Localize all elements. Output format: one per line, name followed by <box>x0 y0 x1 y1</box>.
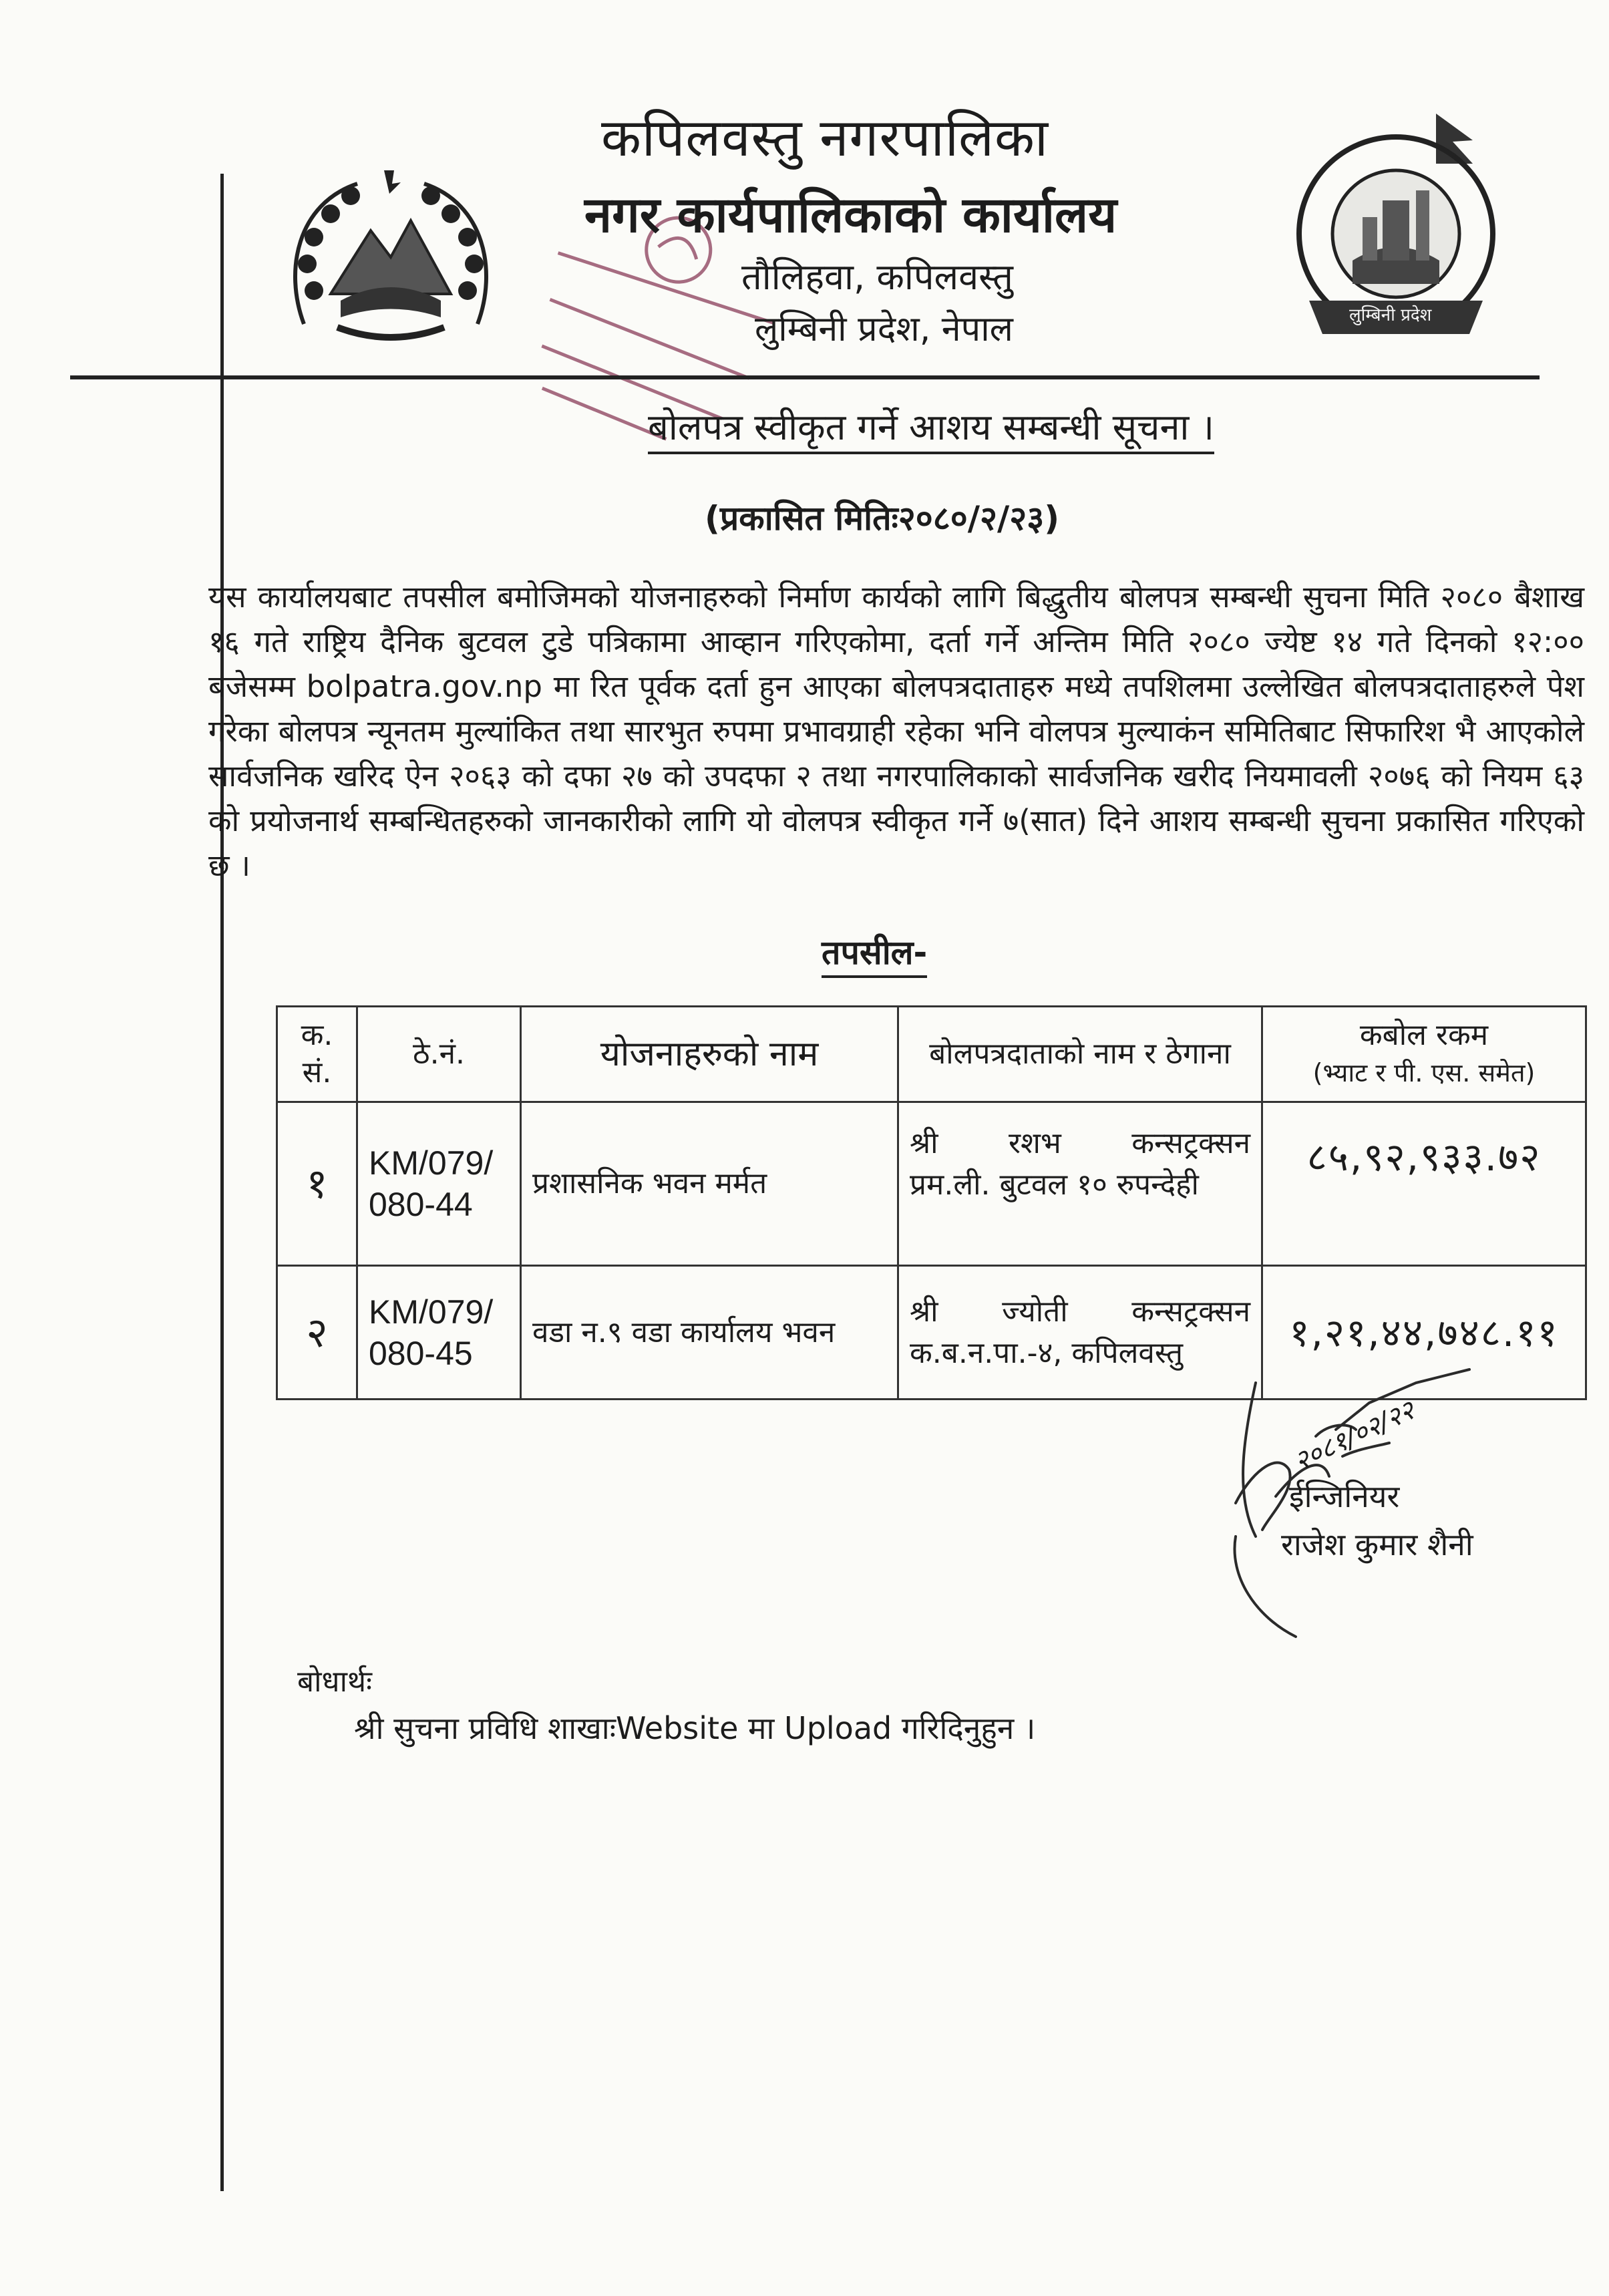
col-header-project-name: योजनाहरुको नाम <box>521 1007 898 1102</box>
col-header-amount <box>1262 1007 1586 1102</box>
notice-body: यस कार्यालयबाट तपसील बमोजिमको योजनाहरुको निर्माण कार्यको लागि बिद्धुतीय बोलपत्र सम्बन्धी सुचना मिति २०८० बैशाख १६ गते राष्ट्रिय दैनिक बुटवल टुडे पत्रिकामा आव्हान गरिएकोमा, दर्ता गर्ने अन्तिम मिति २०८० ज्येष्ट १४ गते दिनको १२:०० बजेसम्म bolpatra.gov.np मा रित पूर्वक दर्ता हुन आएका बोलपत्रदाताहरु मध्ये तपशिलमा उल्लेखित बोलपत्रदाताहरुले पेश गरेका बोलपत्र न्यूनतम मुल्यांकित तथा सारभुत रुपमा प्रभावग्राही रहेका भनि वोलपत्र मुल्याकंन समितिबाट सिफारिश भै आएकोले सार्वजनिक खरिद ऐन २०६३ को दफा २७ को उपदफा २ तथा नगरपालिकाको सार्वजनिक खरीद नियमावली २०७६ को नियम ६३ को प्रयोजनार्थ सम्बन्धितहरुको जानकारीको लागि यो वोलपत्र स्वीकृत गर्ने ७(सात) दिने आशय सम्बन्धी सुचना प्रकासित गरिएको छ । <box>208 579 1584 883</box>
municipality-name: कपिलवस्तु नगरपालिका <box>601 108 1049 168</box>
office-address-city: तौलिहवा, कपिलवस्तु <box>741 256 1013 298</box>
cell-project-name: वडा न.९ वडा कार्यालय भवन <box>521 1266 898 1400</box>
cell-contract-no: KM/079/ 080-44 <box>357 1102 521 1266</box>
col-header-sn: क. सं. <box>277 1007 357 1102</box>
col-header-amount-note: (भ्याट र पी. एस. समेत) <box>1312 1058 1536 1088</box>
bidder-name: श्री ज्योती कन्सट्रक्सन <box>910 1294 1250 1329</box>
cell-sn: १ <box>277 1102 357 1266</box>
bidder-name: श्री रशभ कन्सट्रक्सन <box>910 1126 1250 1160</box>
table-row <box>277 1102 1586 1266</box>
cell-amount: १,२१,४४,७४८.११ <box>1262 1266 1586 1400</box>
nepal-emblem-logo <box>277 157 504 357</box>
notice-subject: बोलपत्र स्वीकृत गर्ने आशय सम्बन्धी सूचना । <box>648 401 1214 454</box>
published-date: (प्रकासित मितिः२०८०/२/२३) <box>705 499 1060 538</box>
col-header-bidder: बोलपत्रदाताको नाम र ठेगाना <box>898 1007 1262 1102</box>
left-margin-rule <box>220 174 224 2191</box>
cell-project-name: प्रशासनिक भवन मर्मत <box>521 1102 898 1266</box>
signature-date: २०८१/०२/२२ <box>1289 1395 1420 1478</box>
cell-amount: ८५,९२,९३३.७२ <box>1262 1102 1586 1266</box>
signer-name: राजेश कुमार शैनी <box>1281 1526 1473 1563</box>
cc-instruction: श्री सुचना प्रविधि शाखाःWebsite मा Upload गरिदिनुहुन । <box>354 1710 1036 1746</box>
cc-label: बोधार्थः <box>297 1665 372 1699</box>
cell-sn: २ <box>277 1266 357 1400</box>
table-header-row <box>277 1007 1586 1102</box>
header-divider <box>70 375 1540 379</box>
signer-designation: ईन्जिनियर <box>1289 1478 1400 1514</box>
municipality-logo-banner: लुम्बिनी प्रदेश <box>1349 305 1432 325</box>
cell-bidder <box>898 1266 1262 1400</box>
bidder-address: क.ब.न.पा.-४, कपिलवस्तु <box>910 1335 1184 1370</box>
cell-contract-no: KM/079/ 080-45 <box>357 1266 521 1400</box>
municipality-logo <box>1289 100 1509 367</box>
office-address-province: लुम्बिनी प्रदेश, नेपाल <box>755 309 1013 349</box>
col-header-amount-label: कबोल रकम <box>1359 1018 1489 1052</box>
cell-bidder <box>898 1102 1262 1266</box>
award-table <box>276 1005 1587 1400</box>
office-name: नगर कार्यपालिकाको कार्यालय <box>584 186 1117 244</box>
col-header-contract-no: ठे.नं. <box>357 1007 521 1102</box>
bidder-address: प्रम.ली. बुटवल १० रुपन्देही <box>910 1168 1199 1202</box>
tapsil-heading: तपसील- <box>822 929 927 978</box>
